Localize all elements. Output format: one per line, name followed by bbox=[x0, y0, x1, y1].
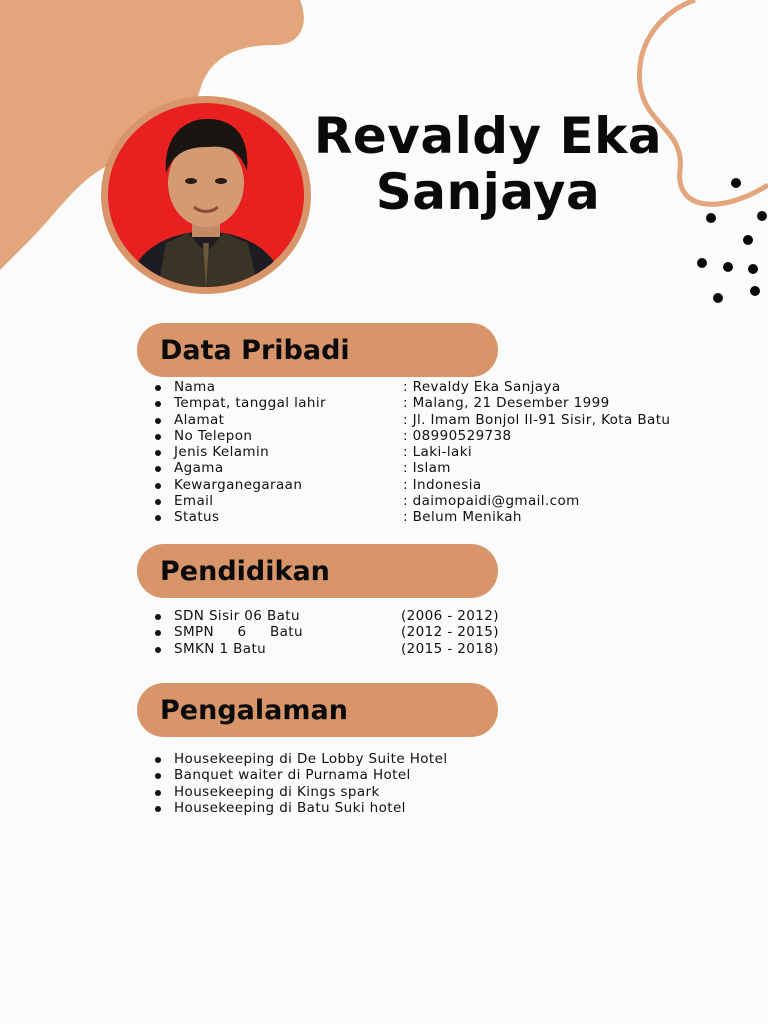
school-period: (2006 - 2012) bbox=[401, 608, 499, 624]
bullet-icon bbox=[155, 418, 161, 424]
decorative-dot bbox=[757, 211, 767, 221]
experience-item: Housekeeping di De Lobby Suite Hotel bbox=[174, 751, 448, 767]
field-label: Alamat bbox=[174, 411, 225, 428]
school-name: SMKN 1 Batu bbox=[174, 640, 267, 657]
profile-name-line-1: Revaldy Eka bbox=[313, 107, 663, 165]
field-value: : 08990529738 bbox=[403, 427, 512, 444]
bullet-icon bbox=[155, 466, 161, 472]
section-header-experience: Pengalaman bbox=[137, 683, 498, 737]
field-value: : Belum Menikah bbox=[403, 509, 522, 526]
decorative-dot bbox=[750, 286, 760, 296]
decorative-dot bbox=[723, 262, 733, 272]
profile-name-line-2: Sanjaya bbox=[375, 163, 601, 221]
field-value: : Indonesia bbox=[403, 476, 482, 493]
field-label: Kewarganegaraan bbox=[174, 476, 303, 493]
experience-item: Banquet waiter di Purnama Hotel bbox=[174, 767, 411, 784]
field-value: : Revaldy Eka Sanjaya bbox=[403, 379, 561, 395]
school-period: (2015 - 2018) bbox=[401, 640, 499, 657]
school-name: SMPN 6 Batu bbox=[174, 624, 303, 641]
field-label: No Telepon bbox=[174, 427, 253, 444]
field-value: : daimopaidi@gmail.com bbox=[403, 493, 580, 510]
bullet-icon bbox=[155, 499, 161, 505]
section-header-personal: Data Pribadi bbox=[137, 323, 498, 377]
profile-name bbox=[300, 108, 676, 220]
decorative-dot bbox=[748, 264, 758, 274]
field-label: Jenis Kelamin bbox=[174, 444, 270, 461]
field-label: Nama bbox=[174, 379, 216, 395]
bullet-icon bbox=[155, 806, 161, 812]
bullet-icon bbox=[155, 757, 161, 763]
field-label: Agama bbox=[174, 460, 224, 477]
decorative-dot bbox=[713, 293, 723, 303]
experience-item: Housekeeping di Kings spark bbox=[174, 783, 380, 800]
bullet-icon bbox=[155, 614, 161, 620]
field-value: : Malang, 21 Desember 1999 bbox=[403, 395, 610, 412]
field-label: Tempat, tanggal lahir bbox=[174, 395, 326, 412]
field-value: : Laki-laki bbox=[403, 444, 473, 461]
school-period: (2012 - 2015) bbox=[401, 624, 499, 641]
bullet-icon bbox=[155, 647, 161, 653]
bullet-icon bbox=[155, 385, 161, 391]
field-value: : Islam bbox=[403, 460, 451, 477]
bullet-icon bbox=[155, 630, 161, 636]
profile-photo-image bbox=[108, 103, 304, 287]
bullet-icon bbox=[155, 434, 161, 440]
bullet-icon bbox=[155, 790, 161, 796]
school-name: SDN Sisir 06 Batu bbox=[174, 608, 300, 624]
profile-photo bbox=[108, 103, 304, 287]
bullet-icon bbox=[155, 483, 161, 489]
decorative-dot bbox=[743, 235, 753, 245]
decorative-dot bbox=[706, 213, 716, 223]
field-label: Email bbox=[174, 493, 214, 510]
section-header-education: Pendidikan bbox=[137, 544, 498, 598]
bullet-icon bbox=[155, 450, 161, 456]
profile-photo-frame bbox=[101, 96, 311, 294]
decorative-dot bbox=[697, 258, 707, 268]
field-value: : Jl. Imam Bonjol II-91 Sisir, Kota Batu bbox=[403, 411, 671, 428]
experience-item: Housekeeping di Batu Suki hotel bbox=[174, 799, 406, 816]
decorative-dot bbox=[731, 178, 741, 188]
bullet-icon bbox=[155, 515, 161, 521]
bullet-icon bbox=[155, 773, 161, 779]
bullet-icon bbox=[155, 401, 161, 407]
field-label: Status bbox=[174, 509, 220, 526]
